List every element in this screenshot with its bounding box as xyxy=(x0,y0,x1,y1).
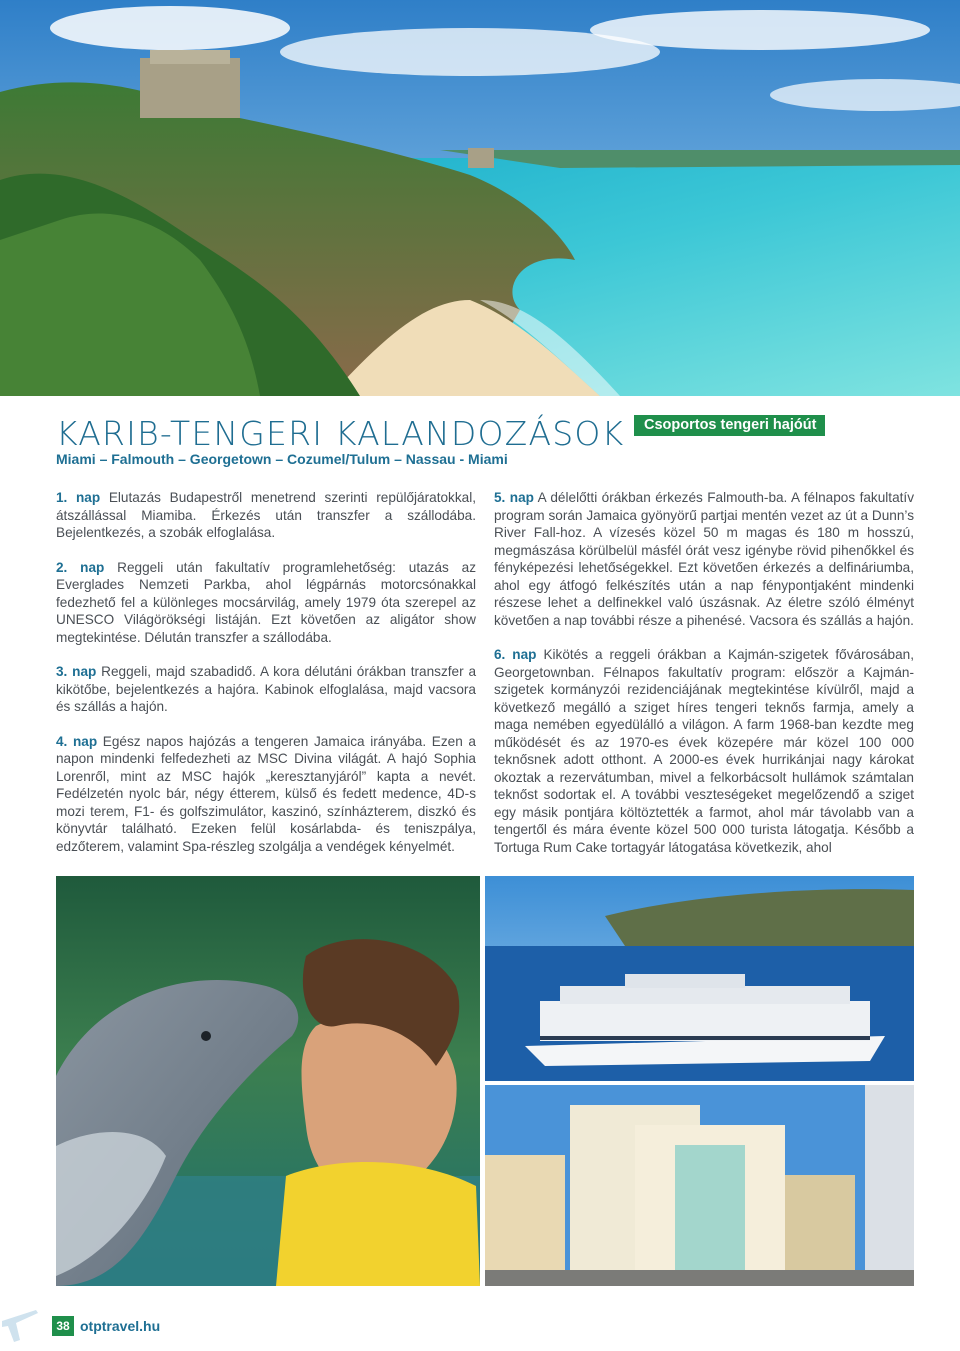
day-label: 3. nap xyxy=(56,664,97,679)
day-label: 6. nap xyxy=(494,647,537,662)
day-text: Elutazás Budapestről menetrend szerinti repülőjáratokkal, átszállással Miamiba. Érkezés után transzfer a szállodába. Bejelentkezés, a szobák elfoglalása. xyxy=(56,490,476,540)
day-text: Reggeli, majd szabadidő. A kora délutáni órákban transzfer a kikötőbe, bejelentkezés a hajóra. Kabinok elfoglalása, majd vacsora és szállás a hajón. xyxy=(56,664,476,714)
day-6-paragraph xyxy=(494,646,914,856)
day-label: 4. nap xyxy=(56,733,98,749)
category-badge: Csoportos tengeri hajóút xyxy=(634,415,825,436)
airplane-icon xyxy=(0,1296,40,1346)
page-title: KARIB-TENGERI KALANDOZÁSOK xyxy=(56,414,625,453)
day-1-paragraph xyxy=(56,489,476,542)
day-3-paragraph xyxy=(56,663,476,716)
page-number: 38 xyxy=(52,1316,74,1336)
day-label: 1. nap xyxy=(56,490,101,505)
itinerary-right-column xyxy=(494,489,914,873)
cruise-ship-photo xyxy=(485,876,914,1081)
day-text: Egész napos hajózás a tengeren Jamaica irányába. Ezen a napon mindenki felfedezheti az MSC Divina világát. A hajó Sophia Lorenről, mint az MSC hajók „keresztanyjáról” kapta a nevét. Fedélzetén nyolc bár, négy étterem, külső és fedett medence, 4D-s mozi terem, F1- és golfszimulátor, kaszinó, színházterem, diszkó és könyvtár található. Ezeken felül kosárlabda- és teniszpálya, edzőterem, valamint Spa-részleg szolgálja a vendégek kényelmét. xyxy=(56,733,476,854)
day-5-paragraph xyxy=(494,489,914,629)
day-text: Kikötés a reggeli órákban a Kajmán-szigetek fővárosában, Georgetownban. Félnapos fakultatív program: először a Kajmán-szigetek kormányzói rezidenciájának megtekintése kívülről, majd a következő megálló a sziget híres tengeri teknős farmja, amely a maga nemében egyedülálló a világon. A farm 1968-ban kezdte meg működését és az 1970-es évek közepére már közel 100 000 teknősnek adott otthont. A 2000-es évek hurrikánjai nagy károkat okoztak a rezervátumban, mivel a felkorbácsolt hullámok számtalan teknőst sodortak el. A további veszteségeket megelőzendő a sziget egy másik pontjára költöztették a farmot, ahol már távolabb van a tengertől és mára évente közel 500 000 turista látogatja. Később a Tortuga Rum Cake tortagyár látogatása következik, ahol xyxy=(494,647,915,855)
day-label: 5. nap xyxy=(494,490,534,505)
day-text: A délelőtti órákban érkezés Falmouth-ba. A félnapos fakultatív program során Jamaica gyönyörű partjai mentén vezet az út a Dunn’s River Fall-hoz. A vízesés közel 50 m magas és 180 m hosszú, megmászása körülbelül másfél órát vesz igénybe rövid pihenőkkel és fényképezési lehetőségekkel. Ezt követően érkezés a delfináriumba, ahol egy átfogó felkészítés után a nap fénypontjaként mindenki részese lehet a delfinekkel való úszásnak. Az életre szóló élményt követően a nap további része a pihenésé. Vacsora és szállás a hajón. xyxy=(494,490,914,628)
hero-photo-tulum xyxy=(0,0,960,396)
day-label: 2. nap xyxy=(56,559,105,575)
route-subtitle: Miami – Falmouth – Georgetown – Cozumel/Tulum – Nassau - Miami xyxy=(56,451,508,467)
day-2-paragraph xyxy=(56,559,476,647)
day-text: Reggeli után fakultatív programlehetőség: utazás az Everglades Nemzeti Parkba, ahol légpárnás motorcsónakkal fedezhető fel a különleges mocsárvilág, amely 1979 óta szerepel az UNESCO Világörökségi listáján. Ezt követően az aligátor show megtekintése. Délután transzfer a szállodába. xyxy=(56,559,476,645)
day-4-paragraph xyxy=(56,733,476,856)
dolphin-kiss-photo xyxy=(56,876,480,1286)
itinerary-left-column xyxy=(56,489,476,872)
miami-art-deco-photo xyxy=(485,1085,914,1286)
website-link[interactable]: otptravel.hu xyxy=(80,1318,161,1334)
